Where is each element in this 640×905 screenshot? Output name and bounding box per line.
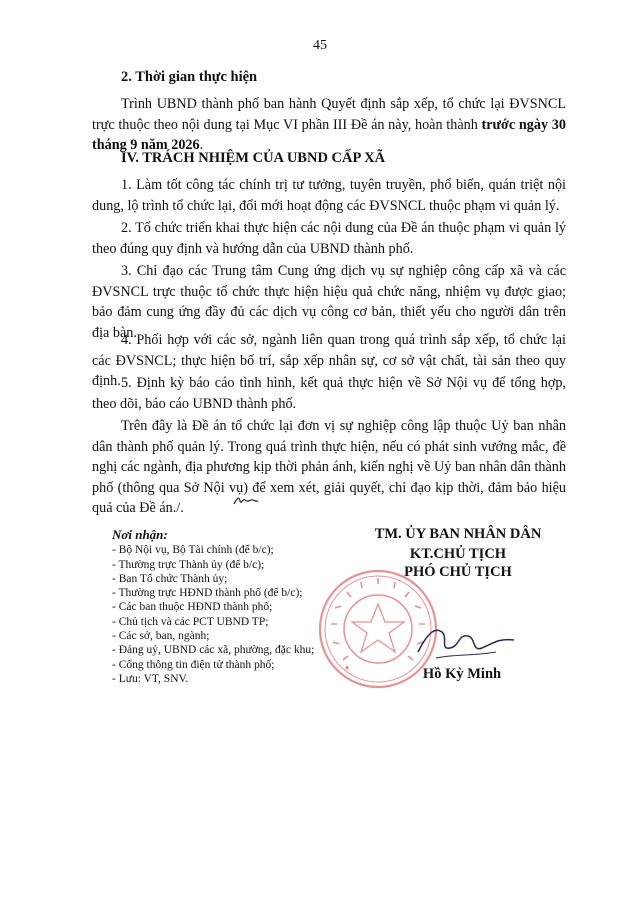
- recipients-block: [112, 528, 314, 686]
- section-heading: 2. Thời gian thực hiện: [121, 69, 258, 85]
- signer-position-title: KT.CHỦ TỊCH: [409, 546, 507, 562]
- timeline-paragraph: [92, 94, 566, 156]
- signer-role-title: PHÓ CHỦ TỊCH: [404, 564, 512, 580]
- signature-icon: [414, 618, 518, 666]
- recipient-item: - Các ban thuộc HĐND thành phố;: [112, 601, 273, 614]
- timeline-text: Trình UBND thành phố ban hành Quyết định sắp xếp, tổ chức lại ĐVSNCL trực thuộc theo nội dung tại Mục VI phần III Đề án này, hoàn thành: [92, 96, 566, 133]
- signer-org-title: TM. ỦY BAN NHÂN DÂN: [374, 526, 542, 542]
- recipient-item: - Các sở, ban, ngành;: [112, 630, 210, 643]
- page-number: 45: [313, 38, 327, 53]
- recipient-item: - Thường trực Thành ủy (để b/c);: [112, 558, 265, 571]
- recipients-title: Nơi nhận:: [112, 527, 168, 542]
- recipient-item: - Ban Tổ chức Thành ủy;: [112, 572, 228, 585]
- recipient-item: - Lưu: VT, SNV.: [112, 672, 189, 685]
- timeline-end: .: [199, 137, 204, 153]
- responsibility-item-4: 4. Phối hợp với các sở, ngành liên quan trong quá trình sắp xếp, tổ chức lại các ĐVSNCL; thực hiện bố trí, sắp xếp nhân sự, cơ sở vật chất, tài sản theo quy định.: [92, 332, 566, 389]
- recipient-item: - Đảng uỷ, UBND các xã, phường, đặc khu;: [112, 644, 315, 657]
- closing-paragraph: Trên đây là Đề án tổ chức lại đơn vị sự nghiệp công lập thuộc Uỷ ban nhân dân thành phố quản lý. Trong quá trình thực hiện, nếu có phát sinh vướng mắc, đề nghị các ngành, địa phương kịp thời phản ánh, kiến nghị về Uỷ ban nhân dân thành phố (thông qua Sở Nội vụ) để xem xét, giải quyết, chỉ đạo kịp thời, đảm bảo hiệu quả của Đề án./.: [92, 418, 566, 516]
- responsibility-item-3: 3. Chỉ đạo các Trung tâm Cung ứng dịch vụ sự nghiệp công cấp xã và các ĐVSNCL trực thuộc tổ chức thực hiện hiệu quả chức năng, nhiệm vụ được giao; bảo đảm cung ứng đầy đủ các dịch vụ công cơ bản, thiết yếu cho người dân trên địa bàn.: [92, 263, 566, 341]
- recipient-item: - Chủ tịch và các PCT UBND TP;: [112, 615, 269, 628]
- recipient-item: - Thường trực HĐND thành phố (để b/c);: [112, 587, 303, 600]
- chapter-heading: IV. TRÁCH NHIỆM CỦA UBND CẤP XÃ: [121, 150, 386, 166]
- responsibility-item-1: 1. Làm tốt công tác chính trị tư tưởng, tuyên truyền, phổ biến, quán triệt nội dung, lộ trình tổ chức lại, đổi mới hoạt động các ĐVSNCL thuộc phạm vi quản lý.: [92, 177, 566, 214]
- signer-name: Hồ Kỳ Minh: [422, 666, 502, 682]
- recipient-item: - Cổng thông tin điện tử thành phố;: [112, 658, 275, 671]
- responsibility-item-2: 2. Tổ chức triển khai thực hiện các nội dung của Đề án thuộc phạm vi quản lý theo đúng quy định và hướng dẫn của UBND thành phố.: [92, 220, 566, 257]
- initial-mark-icon: [233, 492, 259, 508]
- deadline-text: trước ngày 30 tháng 9 năm 2026: [92, 116, 566, 153]
- recipient-item: - Bộ Nội vụ, Bộ Tài chính (để b/c);: [112, 544, 274, 557]
- recipients-list: [112, 543, 314, 686]
- responsibility-item-5: 5. Định kỳ báo cáo tình hình, kết quả thực hiện về Sở Nội vụ để tổng hợp, theo dõi, báo cáo UBND thành phố.: [92, 375, 566, 412]
